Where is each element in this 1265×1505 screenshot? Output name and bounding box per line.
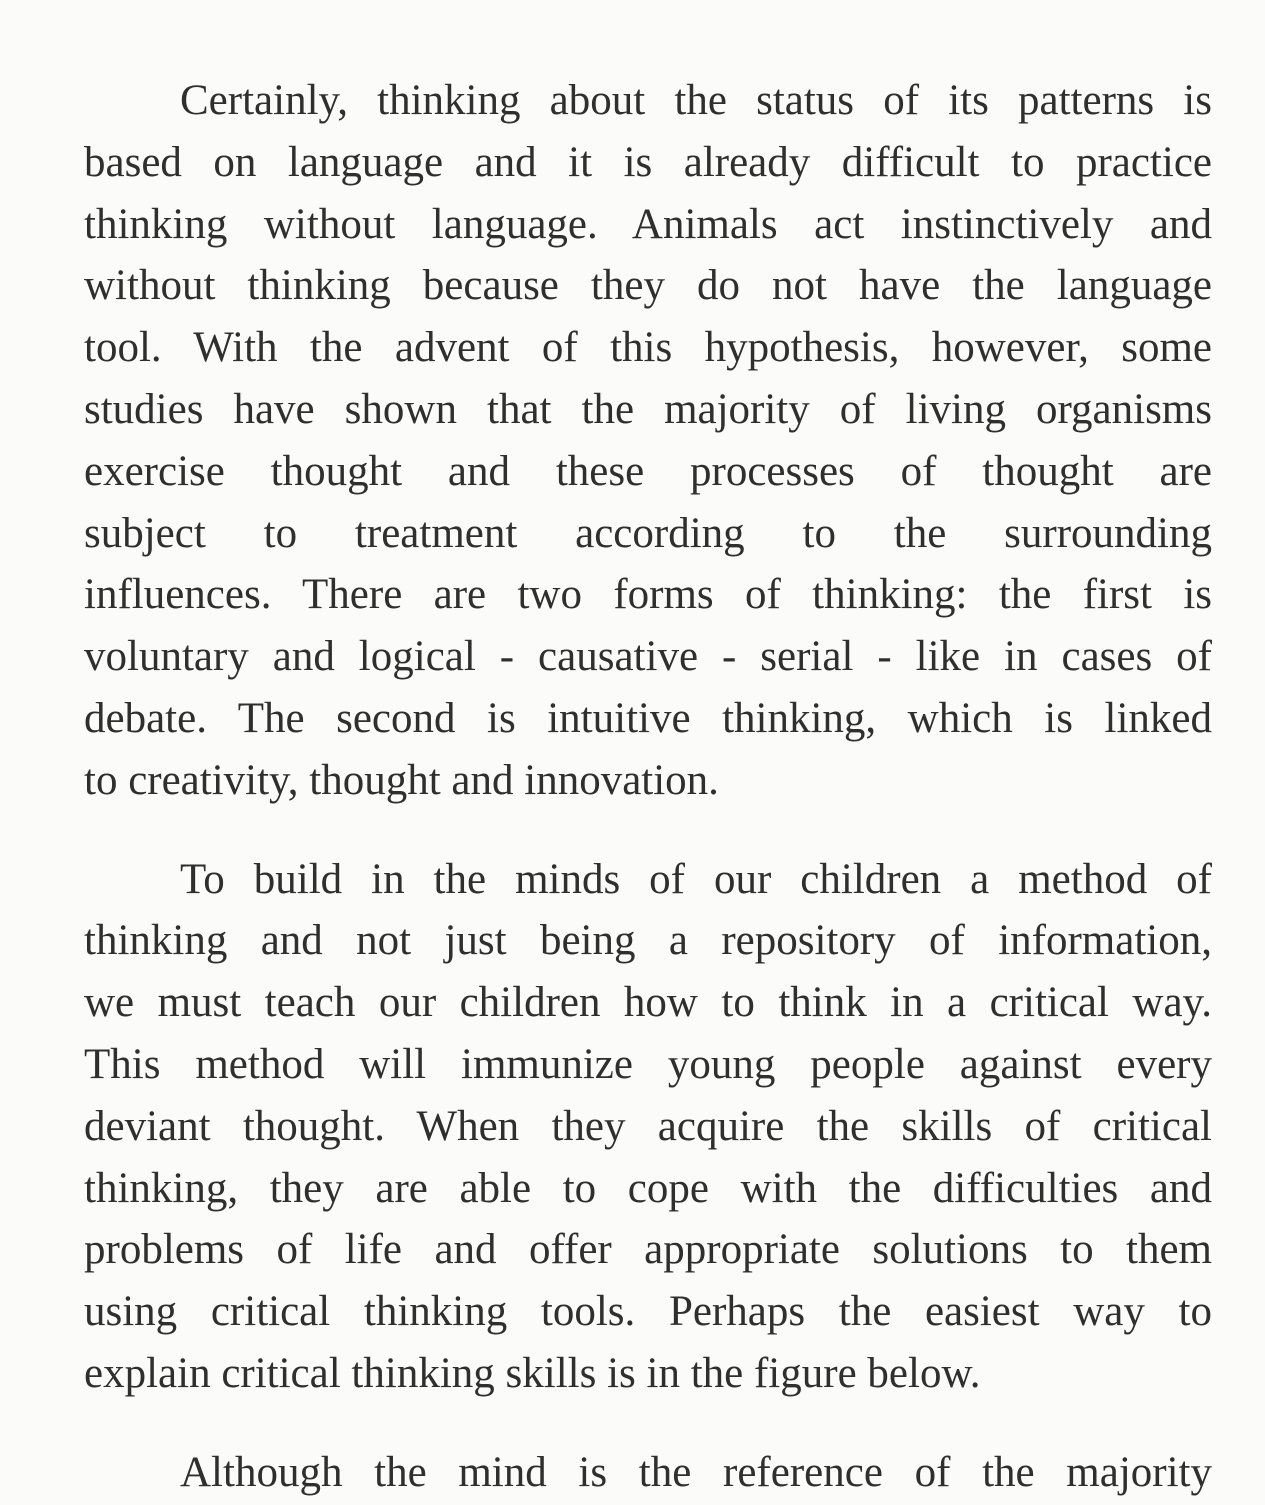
text-line: without thinking because they do not have the language <box>84 262 1212 310</box>
text-line: problems of life and offer appropriate solutions to them <box>84 1226 1212 1274</box>
text-line: voluntary and logical - causative - serial - like in cases of <box>84 633 1212 681</box>
text-line: thinking without language. Animals act instinctively and <box>84 200 1212 248</box>
body-text <box>84 70 1212 1505</box>
text-line: influences. There are two forms of thinking: the first is <box>84 571 1212 619</box>
text-line: debate. The second is intuitive thinking, which is linked <box>84 694 1212 742</box>
text-line: Although the mind is the reference of the majority <box>180 1448 1212 1496</box>
text-line: studies have shown that the majority of living organisms <box>84 385 1212 433</box>
text-line: deviant thought. When they acquire the skills of critical <box>84 1102 1212 1150</box>
text-line: tool. With the advent of this hypothesis, however, some <box>84 324 1212 372</box>
text-line: thinking, they are able to cope with the difficulties and <box>84 1164 1212 1212</box>
text-line: using critical thinking tools. Perhaps the easiest way to <box>84 1288 1212 1336</box>
text-line: Certainly, thinking about the status of its patterns is <box>180 77 1212 124</box>
text-line: based on language and it is already difficult to practice <box>84 138 1212 186</box>
text-line: thinking and not just being a repository of information, <box>84 917 1212 965</box>
text-line: exercise thought and these processes of thought are <box>84 447 1212 495</box>
paragraph-critical-thinking <box>84 849 1212 1405</box>
text-line: subject to treatment according to the surrounding <box>84 509 1212 557</box>
text-line: explain critical thinking skills is in the figure below. <box>84 1349 981 1397</box>
text-line: To build in the minds of our children a method of <box>180 855 1212 903</box>
paragraph-language-and-thinking <box>84 70 1212 812</box>
text-line: we must teach our children how to think in a critical way. <box>84 979 1212 1027</box>
text-line: to creativity, thought and innovation. <box>84 756 719 804</box>
paragraph-mind-reference <box>84 1442 1212 1504</box>
text-line: This method will immunize young people against every <box>84 1040 1212 1088</box>
